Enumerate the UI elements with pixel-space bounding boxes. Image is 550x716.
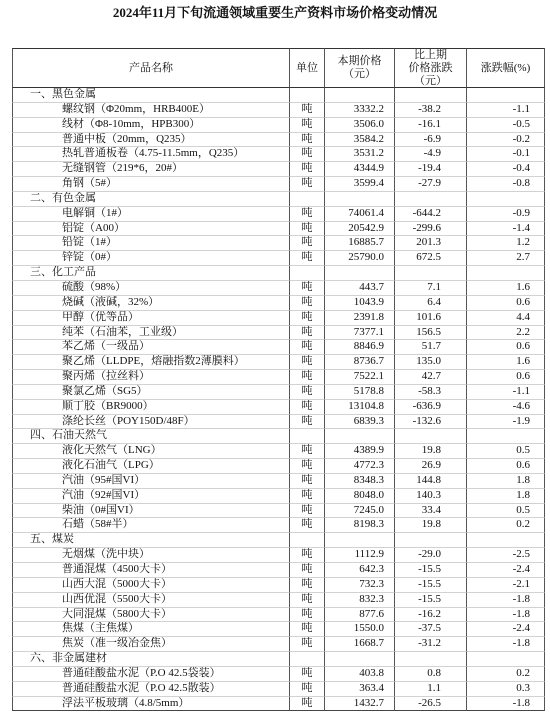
table-row [12, 296, 545, 311]
change-percent-cell: 2.2 [467, 326, 545, 341]
price-change-cell: -16.1 [395, 118, 467, 133]
product-name-cell: 焦煤（主焦煤） [12, 622, 290, 637]
price-change-cell: 1.1 [395, 682, 467, 697]
change-percent-cell: 1.6 [467, 281, 545, 296]
price-cell: 3584.2 [325, 133, 395, 148]
price-change-cell: -27.9 [395, 177, 467, 192]
price-cell: 7522.1 [325, 370, 395, 385]
product-name-cell: 硫酸（98%） [12, 281, 290, 296]
section-row [12, 652, 545, 667]
unit-cell: 吨 [290, 370, 325, 385]
price-change-cell: 51.7 [395, 340, 467, 355]
change-percent-cell: -2.4 [467, 622, 545, 637]
price-cell: 25790.0 [325, 251, 395, 266]
change-percent-cell: 0.6 [467, 296, 545, 311]
price-change-cell: 19.8 [395, 518, 467, 533]
price-cell: 8736.7 [325, 355, 395, 370]
change-percent-cell: 0.6 [467, 370, 545, 385]
price-cell: 8048.0 [325, 489, 395, 504]
product-name-cell: 铝锭（A00） [12, 222, 290, 237]
unit-cell: 吨 [290, 578, 325, 593]
table-row [12, 340, 545, 355]
table-row [12, 385, 545, 400]
change-percent-cell: 2.7 [467, 251, 545, 266]
product-name-cell: 无烟煤（洗中块） [12, 548, 290, 563]
price-change-cell: -15.5 [395, 593, 467, 608]
price-cell: 3506.0 [325, 118, 395, 133]
unit-cell: 吨 [290, 474, 325, 489]
section-label: 三、化工产品 [12, 266, 290, 281]
unit-cell: 吨 [290, 103, 325, 118]
change-percent-cell: -2.1 [467, 578, 545, 593]
section-label: 一、黑色金属 [12, 88, 290, 103]
price-cell: 832.3 [325, 593, 395, 608]
table-row [12, 637, 545, 652]
change-percent-cell: -1.9 [467, 415, 545, 430]
price-cell: 2391.8 [325, 311, 395, 326]
unit-cell: 吨 [290, 311, 325, 326]
table-row [12, 667, 545, 682]
product-name-cell: 聚乙烯（LLDPE，熔融指数2薄膜料） [12, 355, 290, 370]
product-name-cell: 石蜡（58#半） [12, 518, 290, 533]
table-row [12, 608, 545, 623]
table-row [12, 682, 545, 697]
product-name-cell: 无缝钢管（219*6，20#） [12, 162, 290, 177]
price-change-cell: 0.8 [395, 667, 467, 682]
change-percent-cell: -0.2 [467, 133, 545, 148]
change-percent-cell: -0.9 [467, 207, 545, 222]
change-percent-cell: -0.5 [467, 118, 545, 133]
change-percent-cell: -1.8 [467, 593, 545, 608]
product-name-cell: 山西大混（5000大卡） [12, 578, 290, 593]
product-name-cell: 聚丙烯（拉丝料） [12, 370, 290, 385]
change-percent-cell: -1.1 [467, 385, 545, 400]
unit-cell: 吨 [290, 118, 325, 133]
product-name-cell: 汽油（95#国VI） [12, 474, 290, 489]
unit-cell: 吨 [290, 251, 325, 266]
empty-cell [395, 652, 467, 667]
product-name-cell: 液化天然气（LNG） [12, 444, 290, 459]
header-current-price [325, 48, 395, 88]
unit-cell: 吨 [290, 697, 325, 712]
table-row [12, 207, 545, 222]
product-name-cell: 烧碱（液碱，32%） [12, 296, 290, 311]
header-price-change [395, 48, 467, 88]
unit-cell: 吨 [290, 355, 325, 370]
product-name-cell: 液化石油气（LPG） [12, 459, 290, 474]
table-row [12, 326, 545, 341]
price-cell: 13104.8 [325, 400, 395, 415]
table-row [12, 459, 545, 474]
price-cell: 1550.0 [325, 622, 395, 637]
price-cell: 8198.3 [325, 518, 395, 533]
price-change-cell: 7.1 [395, 281, 467, 296]
price-change-cell: 140.3 [395, 489, 467, 504]
header-product-name-label: 产品名称 [129, 61, 173, 74]
table-row [12, 415, 545, 430]
change-percent-cell: 1.2 [467, 236, 545, 251]
table-row [12, 622, 545, 637]
price-change-cell: 6.4 [395, 296, 467, 311]
section-label: 五、煤炭 [12, 533, 290, 548]
product-name-cell: 纯苯（石油苯，工业级） [12, 326, 290, 341]
header-unit-label: 单位 [296, 61, 318, 74]
header-change-percent [467, 48, 545, 88]
header-current-price-line2: （元） [343, 68, 376, 80]
empty-cell [325, 533, 395, 548]
product-name-cell: 热轧普通板卷（4.75-11.5mm，Q235） [12, 147, 290, 162]
price-change-cell: 201.3 [395, 236, 467, 251]
header-price-change-line1: 比上期 [414, 48, 447, 61]
unit-cell: 吨 [290, 622, 325, 637]
product-name-cell: 汽油（92#国VI） [12, 489, 290, 504]
price-cell: 6839.3 [325, 415, 395, 430]
product-name-cell: 大同混煤（5800大卡） [12, 608, 290, 623]
empty-cell [290, 429, 325, 444]
table-header-row [12, 48, 545, 88]
product-name-cell: 柴油（0#国VI） [12, 504, 290, 519]
price-cell: 1668.7 [325, 637, 395, 652]
price-change-cell: -132.6 [395, 415, 467, 430]
empty-cell [290, 192, 325, 207]
product-name-cell: 浮法平板玻璃（4.8/5mm） [12, 697, 290, 712]
empty-cell [467, 652, 545, 667]
price-cell: 7377.1 [325, 326, 395, 341]
product-name-cell: 顺丁胶（BR9000） [12, 400, 290, 415]
header-change-percent-label: 涨跌幅(%) [480, 61, 531, 74]
price-change-cell: -37.5 [395, 622, 467, 637]
price-cell: 3599.4 [325, 177, 395, 192]
product-name-cell: 涤纶长丝（POY150D/48F） [12, 415, 290, 430]
empty-cell [395, 192, 467, 207]
change-percent-cell: -0.8 [467, 177, 545, 192]
price-change-cell: 42.7 [395, 370, 467, 385]
table-row [12, 311, 545, 326]
product-name-cell: 铅锭（1#） [12, 236, 290, 251]
empty-cell [290, 652, 325, 667]
unit-cell: 吨 [290, 147, 325, 162]
empty-cell [395, 533, 467, 548]
price-cell: 1432.7 [325, 697, 395, 712]
product-name-cell: 线材（Φ8-10mm，HPB300） [12, 118, 290, 133]
change-percent-cell: 0.6 [467, 340, 545, 355]
price-change-cell: 135.0 [395, 355, 467, 370]
change-percent-cell: 0.6 [467, 459, 545, 474]
price-cell: 3531.2 [325, 147, 395, 162]
change-percent-cell: 0.2 [467, 667, 545, 682]
price-change-cell: 101.6 [395, 311, 467, 326]
section-row [12, 88, 545, 103]
change-percent-cell: -1.4 [467, 222, 545, 237]
table-row [12, 222, 545, 237]
price-change-cell: 156.5 [395, 326, 467, 341]
unit-cell: 吨 [290, 207, 325, 222]
price-change-cell: -29.0 [395, 548, 467, 563]
unit-cell: 吨 [290, 637, 325, 652]
table-row [12, 489, 545, 504]
product-name-cell: 普通硅酸盐水泥（P.O 42.5袋装） [12, 667, 290, 682]
table-row [12, 162, 545, 177]
product-name-cell: 普通中板（20mm，Q235） [12, 133, 290, 148]
table-row [12, 548, 545, 563]
unit-cell: 吨 [290, 133, 325, 148]
change-percent-cell: 0.5 [467, 504, 545, 519]
product-name-cell: 电解铜（1#） [12, 207, 290, 222]
change-percent-cell: 1.6 [467, 355, 545, 370]
header-unit [290, 48, 325, 88]
product-name-cell: 螺纹钢（Φ20mm，HRB400E） [12, 103, 290, 118]
empty-cell [467, 88, 545, 103]
change-percent-cell: 0.3 [467, 682, 545, 697]
table-row [12, 504, 545, 519]
unit-cell: 吨 [290, 444, 325, 459]
price-change-cell: -15.5 [395, 578, 467, 593]
product-name-cell: 普通混煤（4500大卡） [12, 563, 290, 578]
change-percent-cell: -0.1 [467, 147, 545, 162]
product-name-cell: 苯乙烯（一级品） [12, 340, 290, 355]
unit-cell: 吨 [290, 296, 325, 311]
unit-cell: 吨 [290, 504, 325, 519]
table-row [12, 281, 545, 296]
price-cell: 8846.9 [325, 340, 395, 355]
change-percent-cell: -1.8 [467, 697, 545, 712]
section-label: 二、有色金属 [12, 192, 290, 207]
unit-cell: 吨 [290, 667, 325, 682]
product-name-cell: 锌锭（0#） [12, 251, 290, 266]
unit-cell: 吨 [290, 682, 325, 697]
price-change-cell: 19.8 [395, 444, 467, 459]
price-change-cell: -38.2 [395, 103, 467, 118]
price-cell: 1043.9 [325, 296, 395, 311]
empty-cell [325, 429, 395, 444]
product-name-cell: 角钢（5#） [12, 177, 290, 192]
table-row [12, 578, 545, 593]
unit-cell: 吨 [290, 222, 325, 237]
product-name-cell: 山西优混（5500大卡） [12, 593, 290, 608]
price-change-cell: -4.9 [395, 147, 467, 162]
table-row [12, 474, 545, 489]
product-name-cell: 焦炭（准一级冶金焦） [12, 637, 290, 652]
price-cell: 74061.4 [325, 207, 395, 222]
section-label: 四、石油天然气 [12, 429, 290, 444]
section-row [12, 533, 545, 548]
change-percent-cell: 1.8 [467, 474, 545, 489]
empty-cell [290, 266, 325, 281]
unit-cell: 吨 [290, 400, 325, 415]
unit-cell: 吨 [290, 563, 325, 578]
empty-cell [395, 88, 467, 103]
price-cell: 732.3 [325, 578, 395, 593]
unit-cell: 吨 [290, 548, 325, 563]
unit-cell: 吨 [290, 236, 325, 251]
table-row [12, 400, 545, 415]
price-cell: 3332.2 [325, 103, 395, 118]
section-label: 六、非金属建材 [12, 652, 290, 667]
table-row [12, 370, 545, 385]
price-change-cell: -15.5 [395, 563, 467, 578]
change-percent-cell: -4.6 [467, 400, 545, 415]
change-percent-cell: -1.1 [467, 103, 545, 118]
empty-cell [325, 652, 395, 667]
product-name-cell: 聚氯乙烯（SG5） [12, 385, 290, 400]
price-change-cell: -644.2 [395, 207, 467, 222]
price-change-cell: -19.4 [395, 162, 467, 177]
unit-cell: 吨 [290, 177, 325, 192]
price-cell: 1112.9 [325, 548, 395, 563]
empty-cell [325, 266, 395, 281]
section-row [12, 266, 545, 281]
empty-cell [395, 429, 467, 444]
price-change-cell: -636.9 [395, 400, 467, 415]
price-cell: 7245.0 [325, 504, 395, 519]
unit-cell: 吨 [290, 518, 325, 533]
empty-cell [467, 429, 545, 444]
table-row [12, 133, 545, 148]
unit-cell: 吨 [290, 340, 325, 355]
section-row [12, 192, 545, 207]
price-cell: 4389.9 [325, 444, 395, 459]
table-row [12, 251, 545, 266]
header-current-price-line1: 本期价格 [337, 55, 382, 67]
change-percent-cell: -1.8 [467, 608, 545, 623]
empty-cell [325, 88, 395, 103]
header-product-name [12, 48, 290, 88]
price-cell: 4344.9 [325, 162, 395, 177]
price-change-cell: -26.5 [395, 697, 467, 712]
product-name-cell: 甲醇（优等品） [12, 311, 290, 326]
header-price-change-line2: 价格涨跌 [408, 61, 453, 74]
unit-cell: 吨 [290, 162, 325, 177]
price-change-cell: 672.5 [395, 251, 467, 266]
price-change-cell: -58.3 [395, 385, 467, 400]
table-row [12, 103, 545, 118]
table-row [12, 444, 545, 459]
price-change-cell: 144.8 [395, 474, 467, 489]
empty-cell [290, 533, 325, 548]
unit-cell: 吨 [290, 415, 325, 430]
empty-cell [325, 192, 395, 207]
price-table [12, 48, 545, 711]
change-percent-cell: -0.4 [467, 162, 545, 177]
price-cell: 16885.7 [325, 236, 395, 251]
unit-cell: 吨 [290, 593, 325, 608]
unit-cell: 吨 [290, 385, 325, 400]
table-row [12, 355, 545, 370]
table-row [12, 593, 545, 608]
table-row [12, 697, 545, 712]
price-change-cell: 33.4 [395, 504, 467, 519]
unit-cell: 吨 [290, 489, 325, 504]
table-body [12, 88, 545, 711]
unit-cell: 吨 [290, 608, 325, 623]
table-row [12, 177, 545, 192]
price-cell: 4772.3 [325, 459, 395, 474]
product-name-cell: 普通硅酸盐水泥（P.O 42.5散装） [12, 682, 290, 697]
price-change-cell: -6.9 [395, 133, 467, 148]
change-percent-cell: 0.2 [467, 518, 545, 533]
change-percent-cell: -2.4 [467, 563, 545, 578]
table-row [12, 118, 545, 133]
price-change-cell: 26.9 [395, 459, 467, 474]
price-cell: 443.7 [325, 281, 395, 296]
header-price-change-line3: （元） [414, 74, 447, 87]
change-percent-cell: 1.8 [467, 489, 545, 504]
price-cell: 877.6 [325, 608, 395, 623]
empty-cell [467, 192, 545, 207]
price-cell: 5178.8 [325, 385, 395, 400]
empty-cell [395, 266, 467, 281]
price-cell: 403.8 [325, 667, 395, 682]
unit-cell: 吨 [290, 326, 325, 341]
price-cell: 20542.9 [325, 222, 395, 237]
page-title: 2024年11月下旬流通领域重要生产资料市场价格变动情况 [112, 5, 438, 20]
price-change-cell: -31.2 [395, 637, 467, 652]
price-change-cell: -299.6 [395, 222, 467, 237]
price-cell: 363.4 [325, 682, 395, 697]
change-percent-cell: -1.8 [467, 637, 545, 652]
change-percent-cell: -2.5 [467, 548, 545, 563]
price-change-cell: -16.2 [395, 608, 467, 623]
price-cell: 642.3 [325, 563, 395, 578]
empty-cell [467, 533, 545, 548]
price-cell: 8348.3 [325, 474, 395, 489]
table-row [12, 518, 545, 533]
change-percent-cell: 0.5 [467, 444, 545, 459]
unit-cell: 吨 [290, 459, 325, 474]
unit-cell: 吨 [290, 281, 325, 296]
table-row [12, 236, 545, 251]
section-row [12, 429, 545, 444]
table-row [12, 147, 545, 162]
empty-cell [467, 266, 545, 281]
table-row [12, 563, 545, 578]
change-percent-cell: 4.4 [467, 311, 545, 326]
empty-cell [290, 88, 325, 103]
